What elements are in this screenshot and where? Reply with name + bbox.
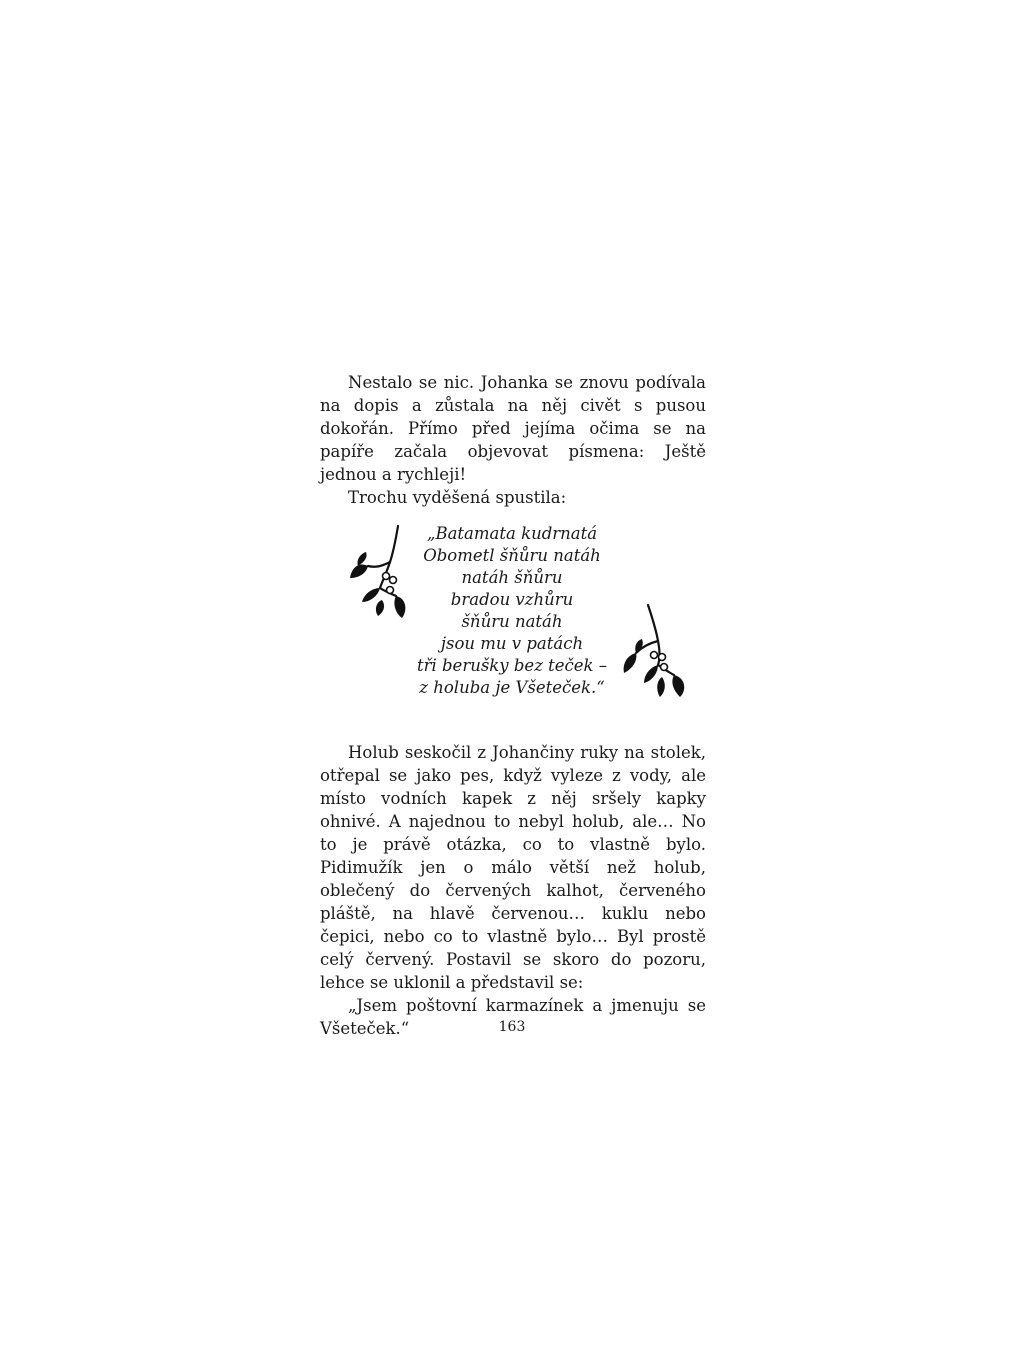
mistletoe-sprig-icon	[346, 522, 408, 620]
text-block-bottom	[320, 741, 706, 1040]
poem-line: „Batamata kudrnatá	[426, 524, 598, 543]
paragraph: „Jsem poštovní karmazínek a jmenuju se Všeteček.“	[320, 996, 706, 1038]
paragraph: Holub seskočil z Johančiny ruky na stolek, otřepal se jako pes, když vyleze z vody, ale místo vodních kapek z něj sršely kapky ohnivé. A najednou to nebyl holub, ale… No to je právě otázka, co to vlastně bylo. Pidimužík jen o málo větší než holub, oblečený do červených kalhot, červeného pláště, na hlavě červenou… kuklu nebo čepici, nebo co to vlastně bylo… Byl prostě celý červený. Postavil se skoro do pozoru, lehce se uklonil a představil se:	[320, 743, 706, 992]
poem-line: z holuba je Všeteček.“	[419, 678, 605, 697]
paragraph: Nestalo se nic. Johanka se znovu podívala na dopis a zůstala na něj civět s pusou dokořán. Přímo před jejíma očima se na papíře začala objevovat písmena: Ještě jednou a rychleji!	[320, 373, 706, 484]
poem-line: šňůru natáh	[461, 612, 563, 631]
poem-line: tři berušky bez teček –	[416, 656, 608, 675]
poem-line: Obometl šňůru natáh	[423, 546, 601, 565]
poem	[412, 523, 612, 699]
poem-line: jsou mu v patách	[440, 634, 584, 653]
page-number: 163	[498, 1019, 526, 1035]
paragraph: Trochu vyděšená spustila:	[348, 488, 567, 507]
poem-line: bradou vzhůru	[450, 590, 574, 609]
mistletoe-sprig-icon	[618, 603, 688, 699]
poem-line: natáh šňůru	[461, 568, 563, 587]
text-block-top	[320, 371, 706, 509]
